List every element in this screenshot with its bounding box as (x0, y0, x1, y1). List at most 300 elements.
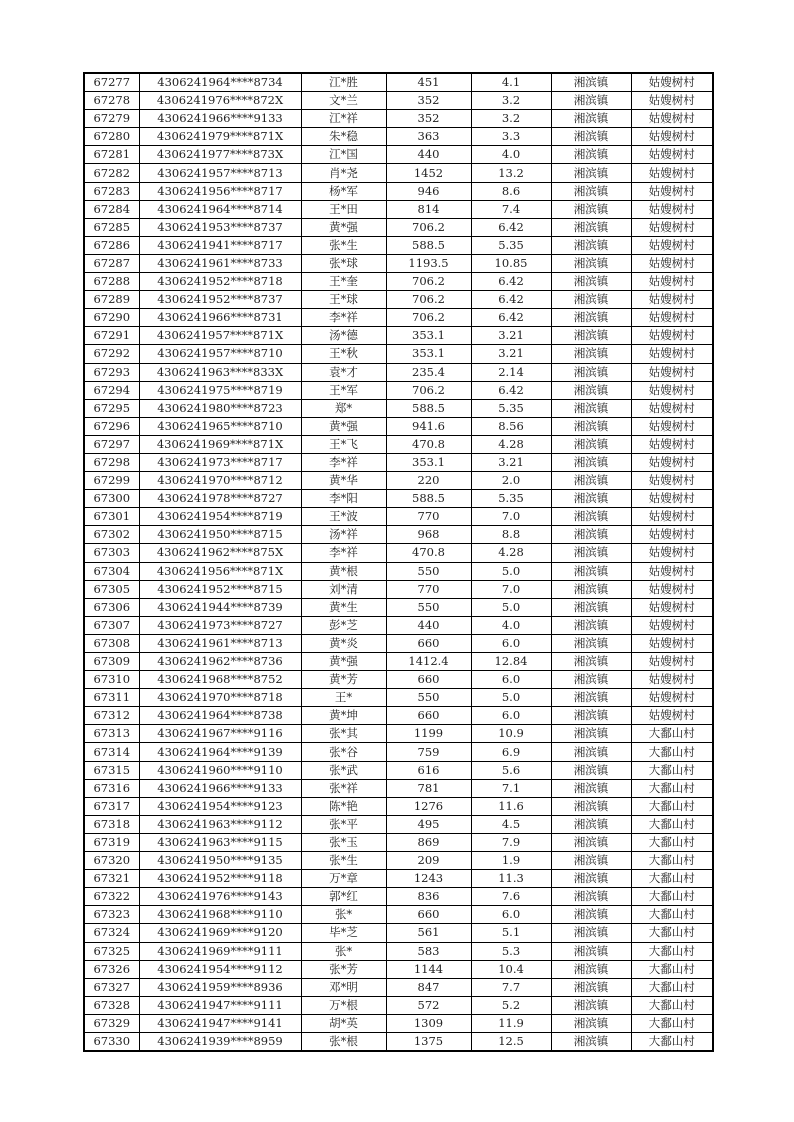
table-row (84, 1032, 713, 1051)
serial-number-cell: 67318 (84, 815, 139, 833)
village-cell: 姑嫂树村 (631, 327, 713, 345)
serial-number-cell: 67291 (84, 327, 139, 345)
amount-cell: 660 (386, 707, 471, 725)
village-cell: 姑嫂树村 (631, 309, 713, 327)
table-row (84, 634, 713, 652)
town-cell: 湘滨镇 (551, 616, 631, 634)
name-cell: 黄*强 (301, 218, 386, 236)
town-cell: 湘滨镇 (551, 236, 631, 254)
area-cell: 11.3 (471, 870, 551, 888)
name-cell: 黄*根 (301, 562, 386, 580)
serial-number-cell: 67287 (84, 254, 139, 272)
id-number-cell: 4306241957****8710 (139, 345, 301, 363)
village-cell: 姑嫂树村 (631, 164, 713, 182)
name-cell: 杨*军 (301, 182, 386, 200)
area-cell: 4.0 (471, 616, 551, 634)
village-cell: 姑嫂树村 (631, 92, 713, 110)
id-number-cell: 4306241966****9133 (139, 110, 301, 128)
area-cell: 3.21 (471, 453, 551, 471)
name-cell: 陈*艳 (301, 797, 386, 815)
serial-number-cell: 67309 (84, 653, 139, 671)
serial-number-cell: 67284 (84, 200, 139, 218)
id-number-cell: 4306241959****8936 (139, 978, 301, 996)
village-cell: 姑嫂树村 (631, 671, 713, 689)
name-cell: 张*平 (301, 815, 386, 833)
table-row (84, 743, 713, 761)
name-cell: 王*飞 (301, 435, 386, 453)
name-cell: 张*祥 (301, 779, 386, 797)
area-cell: 8.8 (471, 526, 551, 544)
name-cell: 朱*稳 (301, 128, 386, 146)
amount-cell: 572 (386, 996, 471, 1014)
id-number-cell: 4306241952****8715 (139, 580, 301, 598)
amount-cell: 1243 (386, 870, 471, 888)
name-cell: 彭*芝 (301, 616, 386, 634)
amount-cell: 550 (386, 598, 471, 616)
area-cell: 6.0 (471, 671, 551, 689)
name-cell: 江*祥 (301, 110, 386, 128)
amount-cell: 209 (386, 852, 471, 870)
table-row (84, 797, 713, 815)
town-cell: 湘滨镇 (551, 779, 631, 797)
name-cell: 万*章 (301, 870, 386, 888)
town-cell: 湘滨镇 (551, 906, 631, 924)
amount-cell: 220 (386, 472, 471, 490)
name-cell: 郑* (301, 399, 386, 417)
table-row (84, 580, 713, 598)
village-cell: 大鄱山村 (631, 978, 713, 996)
area-cell: 6.42 (471, 291, 551, 309)
table-row (84, 417, 713, 435)
town-cell: 湘滨镇 (551, 182, 631, 200)
table-row (84, 128, 713, 146)
area-cell: 5.35 (471, 490, 551, 508)
town-cell: 湘滨镇 (551, 363, 631, 381)
area-cell: 2.14 (471, 363, 551, 381)
table-row (84, 888, 713, 906)
village-cell: 姑嫂树村 (631, 73, 713, 92)
area-cell: 3.3 (471, 128, 551, 146)
amount-cell: 583 (386, 942, 471, 960)
amount-cell: 968 (386, 526, 471, 544)
id-number-cell: 4306241973****8727 (139, 616, 301, 634)
area-cell: 11.9 (471, 1014, 551, 1032)
table-row (84, 689, 713, 707)
amount-cell: 941.6 (386, 417, 471, 435)
area-cell: 5.35 (471, 399, 551, 417)
area-cell: 12.84 (471, 653, 551, 671)
area-cell: 11.6 (471, 797, 551, 815)
town-cell: 湘滨镇 (551, 815, 631, 833)
area-cell: 7.1 (471, 779, 551, 797)
name-cell: 张*芳 (301, 960, 386, 978)
id-number-cell: 4306241970****8718 (139, 689, 301, 707)
table-row (84, 852, 713, 870)
serial-number-cell: 67281 (84, 146, 139, 164)
serial-number-cell: 67312 (84, 707, 139, 725)
amount-cell: 1199 (386, 725, 471, 743)
village-cell: 姑嫂树村 (631, 707, 713, 725)
town-cell: 湘滨镇 (551, 634, 631, 652)
name-cell: 刘*清 (301, 580, 386, 598)
area-cell: 4.28 (471, 435, 551, 453)
serial-number-cell: 67323 (84, 906, 139, 924)
name-cell: 张*生 (301, 236, 386, 254)
town-cell: 湘滨镇 (551, 526, 631, 544)
name-cell: 李*祥 (301, 309, 386, 327)
table-row (84, 218, 713, 236)
name-cell: 王*奎 (301, 273, 386, 291)
id-number-cell: 4306241970****8712 (139, 472, 301, 490)
village-cell: 姑嫂树村 (631, 218, 713, 236)
town-cell: 湘滨镇 (551, 381, 631, 399)
table-row (84, 544, 713, 562)
table-row (84, 779, 713, 797)
table-row (84, 707, 713, 725)
town-cell: 湘滨镇 (551, 852, 631, 870)
amount-cell: 706.2 (386, 309, 471, 327)
town-cell: 湘滨镇 (551, 472, 631, 490)
amount-cell: 353.1 (386, 345, 471, 363)
name-cell: 王*秋 (301, 345, 386, 363)
serial-number-cell: 67285 (84, 218, 139, 236)
name-cell: 汤*德 (301, 327, 386, 345)
amount-cell: 353.1 (386, 453, 471, 471)
village-cell: 大鄱山村 (631, 1032, 713, 1051)
serial-number-cell: 67296 (84, 417, 139, 435)
table-row (84, 327, 713, 345)
village-cell: 大鄱山村 (631, 996, 713, 1014)
serial-number-cell: 67299 (84, 472, 139, 490)
area-cell: 7.4 (471, 200, 551, 218)
village-cell: 姑嫂树村 (631, 580, 713, 598)
table-row (84, 508, 713, 526)
name-cell: 江*国 (301, 146, 386, 164)
serial-number-cell: 67298 (84, 453, 139, 471)
table-row (84, 526, 713, 544)
id-number-cell: 4306241980****8723 (139, 399, 301, 417)
amount-cell: 814 (386, 200, 471, 218)
town-cell: 湘滨镇 (551, 73, 631, 92)
serial-number-cell: 67286 (84, 236, 139, 254)
table-row (84, 472, 713, 490)
village-cell: 姑嫂树村 (631, 254, 713, 272)
area-cell: 6.42 (471, 309, 551, 327)
town-cell: 湘滨镇 (551, 399, 631, 417)
table-row (84, 960, 713, 978)
village-cell: 大鄱山村 (631, 870, 713, 888)
area-cell: 7.7 (471, 978, 551, 996)
village-cell: 姑嫂树村 (631, 598, 713, 616)
table-row (84, 725, 713, 743)
name-cell: 万*根 (301, 996, 386, 1014)
name-cell: 黄*华 (301, 472, 386, 490)
name-cell: 黄*生 (301, 598, 386, 616)
name-cell: 张*生 (301, 852, 386, 870)
amount-cell: 660 (386, 634, 471, 652)
serial-number-cell: 67307 (84, 616, 139, 634)
town-cell: 湘滨镇 (551, 146, 631, 164)
village-cell: 姑嫂树村 (631, 110, 713, 128)
town-cell: 湘滨镇 (551, 254, 631, 272)
village-cell: 姑嫂树村 (631, 562, 713, 580)
table-row (84, 562, 713, 580)
table-row (84, 490, 713, 508)
village-cell: 姑嫂树村 (631, 399, 713, 417)
table-row (84, 761, 713, 779)
serial-number-cell: 67280 (84, 128, 139, 146)
town-cell: 湘滨镇 (551, 1014, 631, 1032)
town-cell: 湘滨镇 (551, 888, 631, 906)
village-cell: 姑嫂树村 (631, 146, 713, 164)
id-number-cell: 4306241953****8737 (139, 218, 301, 236)
village-cell: 姑嫂树村 (631, 381, 713, 399)
table-row (84, 435, 713, 453)
village-cell: 姑嫂树村 (631, 490, 713, 508)
village-cell: 大鄱山村 (631, 833, 713, 851)
id-number-cell: 4306241947****9111 (139, 996, 301, 1014)
serial-number-cell: 67327 (84, 978, 139, 996)
village-cell: 姑嫂树村 (631, 417, 713, 435)
amount-cell: 352 (386, 92, 471, 110)
amount-cell: 470.8 (386, 435, 471, 453)
name-cell: 汤*祥 (301, 526, 386, 544)
village-cell: 姑嫂树村 (631, 363, 713, 381)
serial-number-cell: 67305 (84, 580, 139, 598)
records-table-body (84, 73, 713, 1051)
town-cell: 湘滨镇 (551, 960, 631, 978)
area-cell: 10.9 (471, 725, 551, 743)
village-cell: 大鄱山村 (631, 743, 713, 761)
id-number-cell: 4306241961****8713 (139, 634, 301, 652)
name-cell: 肖*尧 (301, 164, 386, 182)
table-row (84, 73, 713, 92)
table-row (84, 598, 713, 616)
table-row (84, 924, 713, 942)
town-cell: 湘滨镇 (551, 598, 631, 616)
town-cell: 湘滨镇 (551, 671, 631, 689)
town-cell: 湘滨镇 (551, 291, 631, 309)
area-cell: 8.56 (471, 417, 551, 435)
id-number-cell: 4306241950****9135 (139, 852, 301, 870)
id-number-cell: 4306241964****8734 (139, 73, 301, 92)
amount-cell: 781 (386, 779, 471, 797)
serial-number-cell: 67328 (84, 996, 139, 1014)
name-cell: 黄*强 (301, 417, 386, 435)
serial-number-cell: 67289 (84, 291, 139, 309)
table-row (84, 1014, 713, 1032)
town-cell: 湘滨镇 (551, 761, 631, 779)
serial-number-cell: 67292 (84, 345, 139, 363)
serial-number-cell: 67326 (84, 960, 139, 978)
town-cell: 湘滨镇 (551, 110, 631, 128)
name-cell: 张*根 (301, 1032, 386, 1051)
table-row (84, 399, 713, 417)
amount-cell: 759 (386, 743, 471, 761)
town-cell: 湘滨镇 (551, 725, 631, 743)
id-number-cell: 4306241947****9141 (139, 1014, 301, 1032)
village-cell: 大鄱山村 (631, 906, 713, 924)
id-number-cell: 4306241969****9120 (139, 924, 301, 942)
village-cell: 姑嫂树村 (631, 200, 713, 218)
village-cell: 姑嫂树村 (631, 273, 713, 291)
area-cell: 3.2 (471, 110, 551, 128)
town-cell: 湘滨镇 (551, 345, 631, 363)
id-number-cell: 4306241941****8717 (139, 236, 301, 254)
id-number-cell: 4306241962****8736 (139, 653, 301, 671)
serial-number-cell: 67311 (84, 689, 139, 707)
area-cell: 7.6 (471, 888, 551, 906)
serial-number-cell: 67303 (84, 544, 139, 562)
table-row (84, 164, 713, 182)
town-cell: 湘滨镇 (551, 453, 631, 471)
serial-number-cell: 67314 (84, 743, 139, 761)
area-cell: 10.85 (471, 254, 551, 272)
village-cell: 姑嫂树村 (631, 526, 713, 544)
area-cell: 5.2 (471, 996, 551, 1014)
records-table (83, 72, 714, 1052)
amount-cell: 588.5 (386, 399, 471, 417)
id-number-cell: 4306241966****9133 (139, 779, 301, 797)
id-number-cell: 4306241968****9110 (139, 906, 301, 924)
serial-number-cell: 67329 (84, 1014, 139, 1032)
id-number-cell: 4306241964****8714 (139, 200, 301, 218)
table-row (84, 616, 713, 634)
area-cell: 6.0 (471, 707, 551, 725)
serial-number-cell: 67294 (84, 381, 139, 399)
amount-cell: 495 (386, 815, 471, 833)
table-row (84, 942, 713, 960)
id-number-cell: 4306241954****8719 (139, 508, 301, 526)
name-cell: 黄*坤 (301, 707, 386, 725)
serial-number-cell: 67288 (84, 273, 139, 291)
town-cell: 湘滨镇 (551, 707, 631, 725)
town-cell: 湘滨镇 (551, 508, 631, 526)
table-row (84, 182, 713, 200)
amount-cell: 363 (386, 128, 471, 146)
table-row (84, 996, 713, 1014)
id-number-cell: 4306241977****873X (139, 146, 301, 164)
village-cell: 姑嫂树村 (631, 236, 713, 254)
village-cell: 姑嫂树村 (631, 653, 713, 671)
table-row (84, 906, 713, 924)
table-row (84, 363, 713, 381)
amount-cell: 660 (386, 671, 471, 689)
name-cell: 黄*炎 (301, 634, 386, 652)
name-cell: 张*武 (301, 761, 386, 779)
town-cell: 湘滨镇 (551, 580, 631, 598)
town-cell: 湘滨镇 (551, 417, 631, 435)
table-row (84, 833, 713, 851)
serial-number-cell: 67306 (84, 598, 139, 616)
id-number-cell: 4306241952****8718 (139, 273, 301, 291)
amount-cell: 561 (386, 924, 471, 942)
id-number-cell: 4306241964****8738 (139, 707, 301, 725)
town-cell: 湘滨镇 (551, 942, 631, 960)
id-number-cell: 4306241969****9111 (139, 942, 301, 960)
amount-cell: 588.5 (386, 490, 471, 508)
name-cell: 郭*红 (301, 888, 386, 906)
serial-number-cell: 67320 (84, 852, 139, 870)
name-cell: 张*谷 (301, 743, 386, 761)
amount-cell: 1144 (386, 960, 471, 978)
name-cell: 张* (301, 906, 386, 924)
village-cell: 大鄱山村 (631, 815, 713, 833)
serial-number-cell: 67324 (84, 924, 139, 942)
serial-number-cell: 67301 (84, 508, 139, 526)
name-cell: 张*玉 (301, 833, 386, 851)
amount-cell: 470.8 (386, 544, 471, 562)
town-cell: 湘滨镇 (551, 562, 631, 580)
amount-cell: 616 (386, 761, 471, 779)
id-number-cell: 4306241954****9123 (139, 797, 301, 815)
amount-cell: 451 (386, 73, 471, 92)
serial-number-cell: 67304 (84, 562, 139, 580)
id-number-cell: 4306241975****8719 (139, 381, 301, 399)
name-cell: 王*球 (301, 291, 386, 309)
town-cell: 湘滨镇 (551, 435, 631, 453)
serial-number-cell: 67321 (84, 870, 139, 888)
name-cell: 邓*明 (301, 978, 386, 996)
area-cell: 2.0 (471, 472, 551, 490)
town-cell: 湘滨镇 (551, 218, 631, 236)
town-cell: 湘滨镇 (551, 200, 631, 218)
id-number-cell: 4306241939****8959 (139, 1032, 301, 1051)
id-number-cell: 4306241964****9139 (139, 743, 301, 761)
amount-cell: 550 (386, 562, 471, 580)
area-cell: 6.42 (471, 273, 551, 291)
amount-cell: 706.2 (386, 218, 471, 236)
id-number-cell: 4306241966****8731 (139, 309, 301, 327)
serial-number-cell: 67278 (84, 92, 139, 110)
id-number-cell: 4306241979****871X (139, 128, 301, 146)
table-row (84, 92, 713, 110)
name-cell: 王*军 (301, 381, 386, 399)
village-cell: 姑嫂树村 (631, 435, 713, 453)
village-cell: 姑嫂树村 (631, 182, 713, 200)
id-number-cell: 4306241968****8752 (139, 671, 301, 689)
name-cell: 江*胜 (301, 73, 386, 92)
id-number-cell: 4306241963****833X (139, 363, 301, 381)
amount-cell: 1375 (386, 1032, 471, 1051)
name-cell: 毕*芝 (301, 924, 386, 942)
village-cell: 大鄱山村 (631, 924, 713, 942)
amount-cell: 1276 (386, 797, 471, 815)
area-cell: 1.9 (471, 852, 551, 870)
name-cell: 张*球 (301, 254, 386, 272)
amount-cell: 660 (386, 906, 471, 924)
name-cell: 李*阳 (301, 490, 386, 508)
area-cell: 5.35 (471, 236, 551, 254)
serial-number-cell: 67283 (84, 182, 139, 200)
village-cell: 大鄱山村 (631, 942, 713, 960)
village-cell: 大鄱山村 (631, 852, 713, 870)
name-cell: 李*祥 (301, 544, 386, 562)
village-cell: 姑嫂树村 (631, 508, 713, 526)
serial-number-cell: 67310 (84, 671, 139, 689)
village-cell: 姑嫂树村 (631, 291, 713, 309)
table-row (84, 671, 713, 689)
village-cell: 姑嫂树村 (631, 544, 713, 562)
area-cell: 4.1 (471, 73, 551, 92)
village-cell: 大鄱山村 (631, 797, 713, 815)
id-number-cell: 4306241957****871X (139, 327, 301, 345)
serial-number-cell: 67277 (84, 73, 139, 92)
id-number-cell: 4306241956****8717 (139, 182, 301, 200)
amount-cell: 1412.4 (386, 653, 471, 671)
area-cell: 5.1 (471, 924, 551, 942)
table-row (84, 110, 713, 128)
